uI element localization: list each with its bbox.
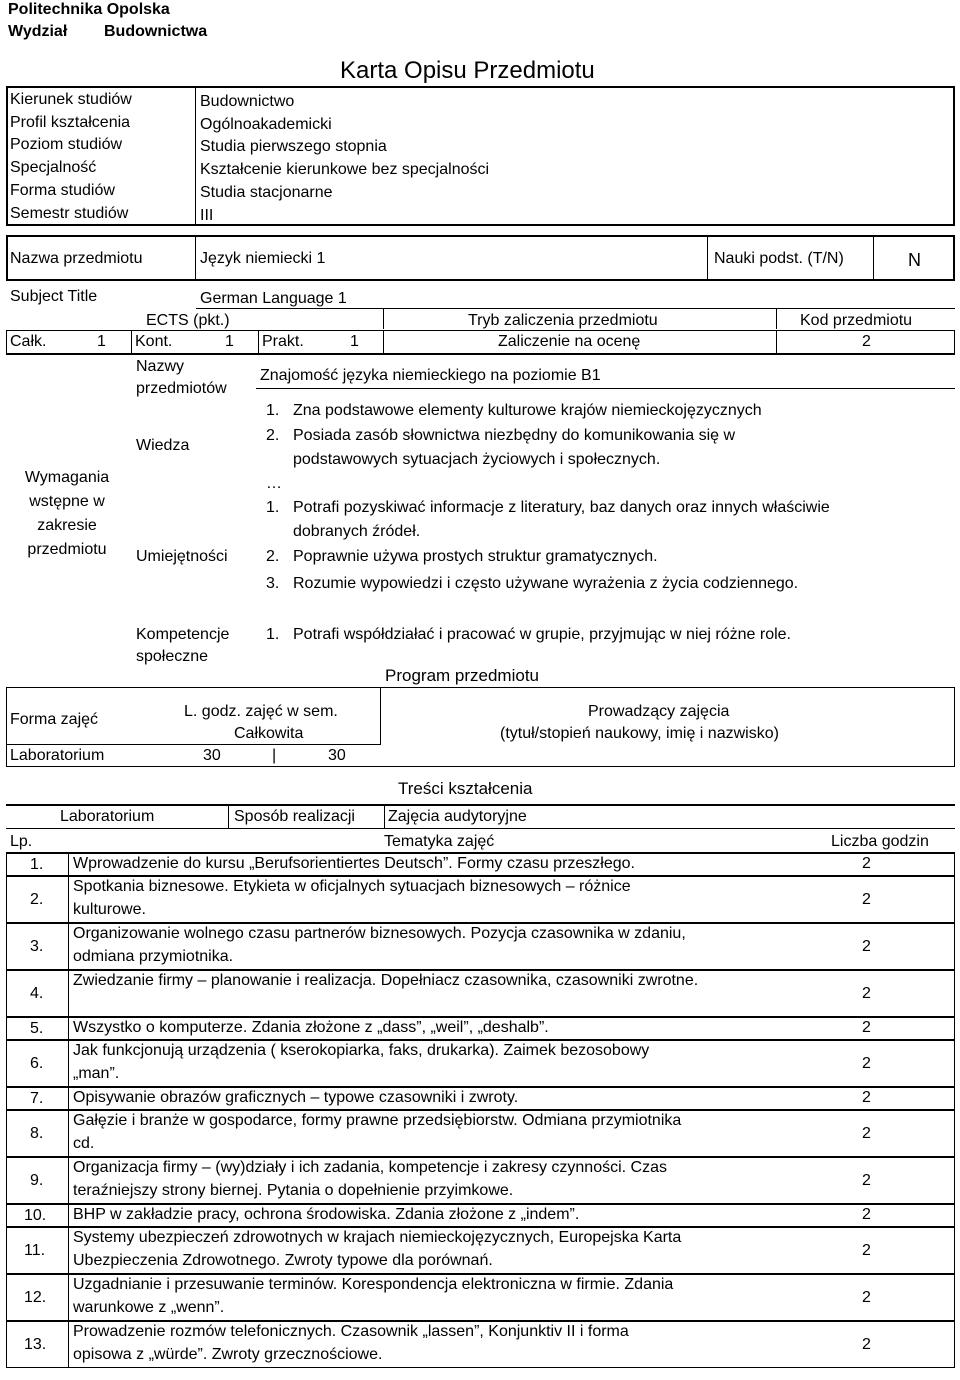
- row-lp: 4.: [30, 984, 44, 1002]
- subjects-label-line-1: Nazwy: [136, 358, 185, 375]
- row-lp: 10.: [24, 1206, 47, 1224]
- subject-divider-1: [195, 237, 196, 279]
- knowledge-item-text: Zna podstawowe elementy kulturowe krajów niemieckojęzycznych: [293, 402, 762, 419]
- subject-name-value: Język niemiecki 1: [200, 250, 326, 267]
- row-lp: 12.: [24, 1288, 47, 1306]
- subjects-label-line-2: przedmiotów: [136, 380, 227, 397]
- row-topic: Zwiedzanie firmy – planowanie i realizacja. Dopełniacz czasownika, czasowniki zwrotne.: [73, 972, 699, 989]
- row-lp: 7.: [30, 1089, 44, 1107]
- row-divider: [68, 1040, 69, 1087]
- row-lp: 2.: [30, 890, 44, 908]
- program-separator: |: [272, 747, 277, 764]
- content-form: Laboratorium: [60, 808, 155, 825]
- mode-label: Tryb zaliczenia przedmiotu: [468, 312, 658, 329]
- row-lp: 1.: [30, 855, 44, 873]
- skills-item-text: Rozumie wypowiedzi i często używane wyrażenia z życia codziennego.: [293, 575, 799, 592]
- knowledge-item-number: 2.: [266, 427, 280, 444]
- row-topic: cd.: [73, 1135, 95, 1152]
- content-method-value: Zajęcia audytoryjne: [388, 808, 527, 825]
- row-divider: [68, 876, 69, 923]
- subject-divider-3: [873, 237, 874, 279]
- col-hours: Liczba godzin: [831, 833, 929, 850]
- subject-title-label: Subject Title: [10, 288, 98, 305]
- document-title: Karta Opisu Przedmiotu: [340, 57, 595, 84]
- ects-divider-4: [776, 331, 777, 353]
- row-divider: [68, 853, 69, 876]
- row-divider: [68, 1321, 69, 1368]
- program-hours-value: 30: [203, 747, 221, 764]
- row-divider: [68, 1274, 69, 1321]
- row-topic: warunkowe z „wenn”.: [73, 1299, 225, 1316]
- row-divider: [68, 1204, 69, 1227]
- row-topic: teraźniejszy strony biernej. Pytania o dopełnienie przyimkowe.: [73, 1182, 514, 1199]
- row-hours: 2: [862, 1124, 871, 1142]
- subjects-value: Znajomość języka niemieckiego na poziomie B1: [260, 367, 601, 384]
- mode-value: Zaliczenie na ocenę: [498, 333, 641, 350]
- row-hours: 2: [862, 1171, 871, 1189]
- prakt-value: 1: [350, 333, 359, 350]
- row-hours: 2: [862, 937, 871, 955]
- row-hours: 2: [862, 984, 871, 1002]
- row-divider: [68, 1087, 69, 1110]
- requirements-label-line-1: Wymagania: [24, 469, 110, 486]
- program-total-label: Całkowita: [234, 725, 304, 742]
- row-divider: [68, 923, 69, 970]
- program-teacher-sub: (tytuł/stopień naukowy, imię i nazwisko): [500, 725, 779, 742]
- ects-header-divider-1: [383, 309, 384, 329]
- col-lp: Lp.: [10, 833, 33, 850]
- knowledge-item-text: Posiada zasób słownictwa niezbędny do komunikowania się w: [293, 427, 736, 444]
- row-topic: „man”.: [73, 1065, 120, 1082]
- row-hours: 2: [862, 1288, 871, 1306]
- program-form-label: Forma zajęć: [10, 711, 99, 728]
- study-info-value: Studia stacjonarne: [200, 183, 333, 201]
- row-lp: 6.: [30, 1054, 44, 1072]
- row-hours: 2: [862, 1019, 871, 1036]
- social-label: [136, 624, 229, 668]
- study-info-label: Kierunek studiów: [10, 91, 132, 108]
- program-divider: [380, 688, 381, 744]
- row-lp: 3.: [30, 937, 44, 955]
- row-topic: Spotkania biznesowe. Etykieta w oficjalnych sytuacjach biznesowych – różnice: [73, 878, 631, 895]
- program-row-line: [7, 744, 381, 745]
- row-hours: 2: [862, 855, 871, 872]
- program-box: [6, 687, 955, 767]
- study-info-value: Ogólnoakademicki: [200, 115, 332, 133]
- skills-item-number: 3.: [266, 575, 280, 592]
- subject-divider-2: [707, 237, 708, 279]
- knowledge-item-text: podstawowych sytuacjach życiowych i społecznych.: [293, 451, 661, 468]
- faculty-value: Budownictwa: [104, 23, 208, 40]
- row-topic: Opisywanie obrazów graficznych – typowe czasowniki i zwroty.: [73, 1089, 519, 1106]
- content-divider-2: [384, 806, 385, 828]
- skills-item-text: Potrafi pozyskiwać informacje z literatury, baz danych oraz innych właściwie: [293, 499, 830, 516]
- row-lp: 9.: [30, 1171, 44, 1189]
- study-info-label: Profil kształcenia: [10, 113, 131, 131]
- study-info-divider: [195, 88, 196, 224]
- row-lp: 5.: [30, 1019, 44, 1037]
- row-lp: 13.: [24, 1335, 47, 1353]
- content-header-line: [6, 828, 955, 829]
- kont-value: 1: [225, 333, 234, 350]
- study-info-value: Budownictwo: [200, 93, 295, 110]
- row-topic: Jak funkcjonują urządzenia ( kserokopiarka, faks, drukarka). Zaimek bezosobowy: [73, 1042, 650, 1059]
- row-topic: kulturowe.: [73, 901, 146, 918]
- subject-title-underline: [196, 308, 955, 309]
- requirements-top-line: [6, 354, 955, 355]
- program-total-value: 30: [328, 747, 346, 764]
- content-divider-1: [228, 806, 229, 828]
- study-info-value: Kształcenie kierunkowe bez specjalności: [200, 161, 490, 179]
- row-divider: [68, 1017, 69, 1040]
- row-topic: Organizowanie wolnego czasu partnerów biznesowych. Pozycja czasownika w zdaniu,: [73, 925, 686, 942]
- requirements-label-line-4: przedmiotu: [27, 541, 107, 558]
- requirements-label: [8, 466, 126, 562]
- content-title: Treści kształcenia: [398, 779, 533, 798]
- row-hours: 2: [862, 1089, 871, 1106]
- study-info-label: Specjalność: [10, 159, 97, 177]
- study-info-value: Studia pierwszego stopnia: [200, 138, 387, 156]
- program-hours-label: L. godz. zajęć w sem.: [184, 703, 338, 720]
- skills-label: Umiejętności: [136, 548, 228, 565]
- ects-header-divider-2: [776, 309, 777, 329]
- row-topic: Wszystko o komputerze. Zdania złożone z „dass”, „weil”, „deshalb”.: [73, 1019, 549, 1036]
- prakt-label: Prakt.: [262, 333, 304, 350]
- row-lp: 11.: [24, 1241, 46, 1259]
- study-info-label: Semestr studiów: [10, 204, 129, 222]
- ellipsis: …: [266, 475, 282, 492]
- skills-item-text: dobranych źródeł.: [293, 523, 421, 540]
- program-teacher-label: Prowadzący zajęcia: [588, 703, 730, 720]
- row-hours: 2: [862, 1335, 871, 1353]
- total-value: 1: [97, 333, 106, 350]
- knowledge-item-number: 1.: [266, 402, 280, 419]
- row-topic: opisowa z „würde”. Zwroty grzecznościowe.: [73, 1346, 383, 1363]
- program-title: Program przedmiotu: [385, 666, 540, 685]
- content-method-label: Sposób realizacji: [234, 808, 355, 825]
- kont-label: Kont.: [135, 333, 173, 350]
- subject-title-value: German Language 1: [200, 290, 347, 307]
- row-divider: [68, 1110, 69, 1157]
- faculty-label: Wydział: [8, 23, 68, 40]
- requirements-label-line-3: zakresie: [37, 517, 97, 534]
- total-label: Całk.: [10, 333, 47, 350]
- knowledge-label: Wiedza: [136, 437, 190, 454]
- row-topic: Wprowadzenie do kursu „Berufsorientiertes Deutsch”. Formy czasu przeszłego.: [73, 855, 635, 872]
- row-divider: [68, 1157, 69, 1204]
- row-topic: Systemy ubezpieczeń zdrowotnych w krajach niemieckojęzycznych, Europejska Karta: [73, 1229, 682, 1246]
- row-hours: 2: [862, 1054, 871, 1072]
- study-info-box: [6, 86, 955, 226]
- row-hours: 2: [862, 1241, 871, 1259]
- study-info-value: III: [200, 206, 214, 224]
- skills-item-number: 1.: [266, 499, 280, 516]
- subject-type-label: Nauki podst. (T/N): [714, 250, 844, 267]
- subjects-label: [136, 356, 227, 400]
- subject-name-label: Nazwa przedmiotu: [10, 250, 143, 267]
- ects-divider-3: [383, 331, 384, 353]
- row-topic: odmiana przymiotnika.: [73, 948, 234, 965]
- requirements-label-line-2: wstępne w: [29, 493, 105, 510]
- program-form-value: Laboratorium: [10, 747, 105, 764]
- social-item-text: Potrafi współdziałać i pracować w grupie, przyjmując w niej różne role.: [293, 626, 791, 643]
- code-value: 2: [862, 333, 871, 350]
- social-label-line-1: Kompetencje: [136, 626, 230, 643]
- ects-divider-2: [258, 331, 259, 353]
- row-hours: 2: [862, 1206, 871, 1223]
- code-label: Kod przedmiotu: [800, 312, 913, 329]
- row-topic: Organizacja firmy – (wy)działy i ich zadania, kompetencje i zakresy czynności. Czas: [73, 1159, 667, 1176]
- study-info-label: Poziom studiów: [10, 136, 123, 154]
- ects-label: ECTS (pkt.): [146, 312, 230, 329]
- col-topic: Tematyka zajęć: [384, 833, 495, 850]
- row-topic: Ubezpieczenia Zdrowotnego. Zwroty typowe dla porównań.: [73, 1252, 493, 1269]
- subject-type-value: N: [908, 250, 921, 270]
- social-label-line-2: społeczne: [136, 648, 209, 665]
- row-topic: Uzgadnianie i przesuwanie terminów. Korespondencja elektroniczna w firmie. Zdania: [73, 1276, 674, 1293]
- content-top-border: [6, 804, 955, 806]
- study-info-label: Forma studiów: [10, 181, 115, 199]
- row-divider: [68, 1227, 69, 1274]
- row-divider: [68, 970, 69, 1017]
- skills-item-number: 2.: [266, 548, 280, 565]
- row-lp: 8.: [30, 1124, 44, 1142]
- row-hours: 2: [862, 890, 871, 908]
- social-item-number: 1.: [266, 626, 280, 643]
- row-topic: BHP w zakładzie pracy, ochrona środowiska. Zdania złożone z „indem”.: [73, 1206, 580, 1223]
- ects-divider-1: [131, 331, 132, 353]
- subjects-underline: [256, 388, 955, 389]
- row-topic: Gałęzie i branże w gospodarce, formy prawne przedsiębiorstw. Odmiana przymiotnika: [73, 1112, 682, 1129]
- skills-item-text: Poprawnie używa prostych struktur gramatycznych.: [293, 548, 658, 565]
- row-topic: Prowadzenie rozmów telefonicznych. Czasownik „lassen”, Konjunktiv II i forma: [73, 1323, 629, 1340]
- university-name: Politechnika Opolska: [8, 1, 170, 18]
